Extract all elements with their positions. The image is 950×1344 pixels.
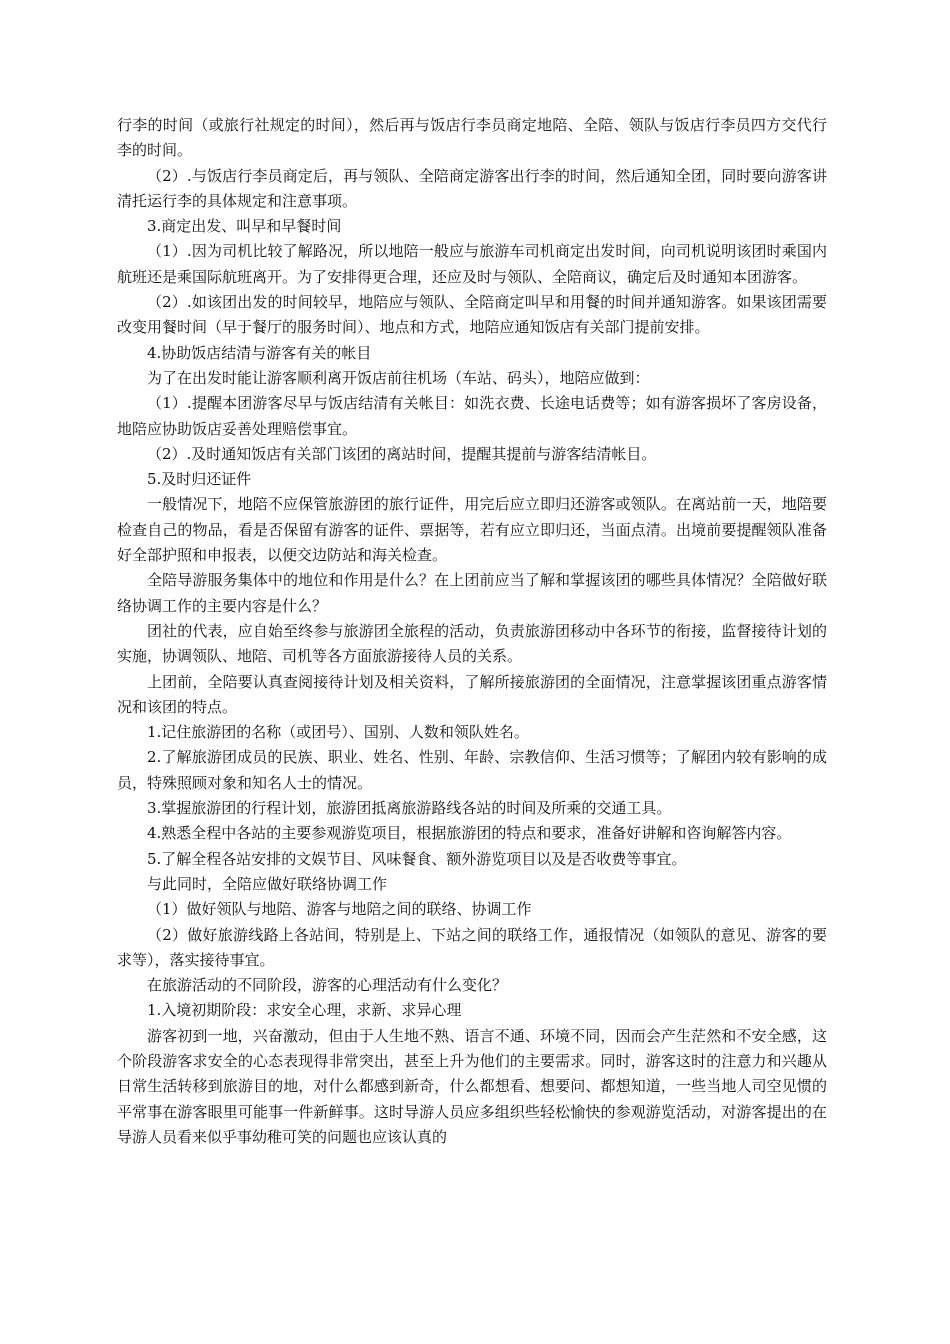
- paragraph: 1.入境初期阶段：求安全心理，求新、求异心理: [147, 1001, 462, 1020]
- paragraph: 4.熟悉全程中各站的主要参观游览项目，根据旅游团的特点和要求，准备好讲解和咨询解答内容。: [147, 824, 792, 843]
- paragraph: 2.了解旅游团成员的民族、职业、姓名、性别、年龄、宗教信仰、生活习惯等；了解团内较有影响的成员，特殊照顾对象和知名人士的情况。: [117, 748, 827, 792]
- paragraph: 1.记住旅游团的名称（或团号）、国别、人数和领队姓名。: [147, 723, 529, 742]
- document-page: [117, 113, 827, 1150]
- paragraph: 全陪导游服务集体中的地位和作用是什么？在上团前应当了解和掌握该团的哪些具体情况？全陪做好联络协调工作的主要内容是什么？: [117, 571, 827, 615]
- paragraph: 游客初到一地，兴奋激动，但由于人生地不熟、语言不通、环境不同，因而会产生茫然和不安全感，这个阶段游客求安全的心态表现得非常突出，甚至上升为他们的主要需求。同时，游客这时的注意力和兴趣从日常生活转移到旅游目的地，对什么都感到新奇，什么都想看、想要问、都想知道，一些当地人司空见惯的平常事在游客眼里可能事一件新鲜事。这时导游人员应多组织些轻松愉快的参观游览活动，对游客提出的在导游人员看来似乎事幼稚可笑的问题也应该认真的: [117, 1026, 827, 1146]
- paragraph: （2）做好旅游线路上各站间，特别是上、下站之间的联络工作，通报情况（如领队的意见、游客的要求等），落实接待事宜。: [117, 925, 827, 969]
- paragraph: （2）.如该团出发的时间较早，地陪应与领队、全陪商定叫早和用餐的时间并通知游客。如果该团需要改变用餐时间（早于餐厅的服务时间）、地点和方式，地陪应通知饭店有关部门提前安排。: [117, 293, 827, 337]
- paragraph: 4.协助饭店结清与游客有关的帐目: [147, 343, 372, 362]
- paragraph: 上团前，全陪要认真查阅接待计划及相关资料，了解所接旅游团的全面情况，注意掌握该团重点游客情况和该团的特点。: [117, 672, 827, 716]
- paragraph: （1）.因为司机比较了解路况，所以地陪一般应与旅游车司机商定出发时间，向司机说明该团时乘国内航班还是乘国际航班离开。为了安排得更合理，还应及时与领队、全陪商议，确定后及时通知本团游客。: [117, 242, 827, 286]
- paragraph: 为了在出发时能让游客顺利离开饭店前往机场（车站、码头），地陪应做到：: [147, 368, 650, 387]
- paragraph: （2）.及时通知饭店有关部门该团的离站时间，提醒其提前与游客结清帐目。: [147, 444, 657, 463]
- paragraph: （1）做好领队与地陪、游客与地陪之间的联络、协调工作: [147, 900, 532, 919]
- paragraph: 在旅游活动的不同阶段，游客的心理活动有什么变化？: [147, 976, 508, 995]
- paragraph: 一般情况下，地陪不应保管旅游团的旅行证件，用完后应立即归还游客或领队。在离站前一天，地陪要检查自己的物品，看是否保留有游客的证件、票据等，若有应立即归还，当面点清。出境前要提醒领队准备好全部护照和申报表，以便交边防站和海关检查。: [117, 495, 827, 565]
- paragraph: 3.掌握旅游团的行程计划，旅游团抵离旅游路线各站的时间及所乘的交通工具。: [147, 799, 672, 818]
- paragraph: （1）.提醒本团游客尽早与饭店结清有关帐目：如洗衣费、长途电话费等；如有游客损坏了客房设备，地陪应协助饭店妥善处理赔偿事宜。: [117, 394, 827, 438]
- paragraph: 3.商定出发、叫早和早餐时间: [147, 217, 342, 236]
- paragraph: 团社的代表，应自始至终参与旅游团全旅程的活动，负责旅游团移动中各环节的衔接，监督接待计划的实施，协调领队、地陪、司机等各方面旅游接待人员的关系。: [117, 621, 827, 666]
- paragraph: 5.了解全程各站安排的文娱节目、风味餐食、额外游览项目以及是否收费等事宜。: [147, 849, 687, 868]
- paragraph: 行李的时间（或旅行社规定的时间），然后再与饭店行李员商定地陪、全陪、领队与饭店行李员四方交代行李的时间。: [117, 116, 827, 160]
- paragraph: （2）.与饭店行李员商定后，再与领队、全陪商定游客出行李的时间，然后通知全团，同时要向游客讲清托运行李的具体规定和注意事项。: [117, 166, 827, 210]
- paragraph: 与此同时，全陪应做好联络协调工作: [147, 874, 388, 893]
- paragraph: 5.及时归还证件: [147, 470, 252, 489]
